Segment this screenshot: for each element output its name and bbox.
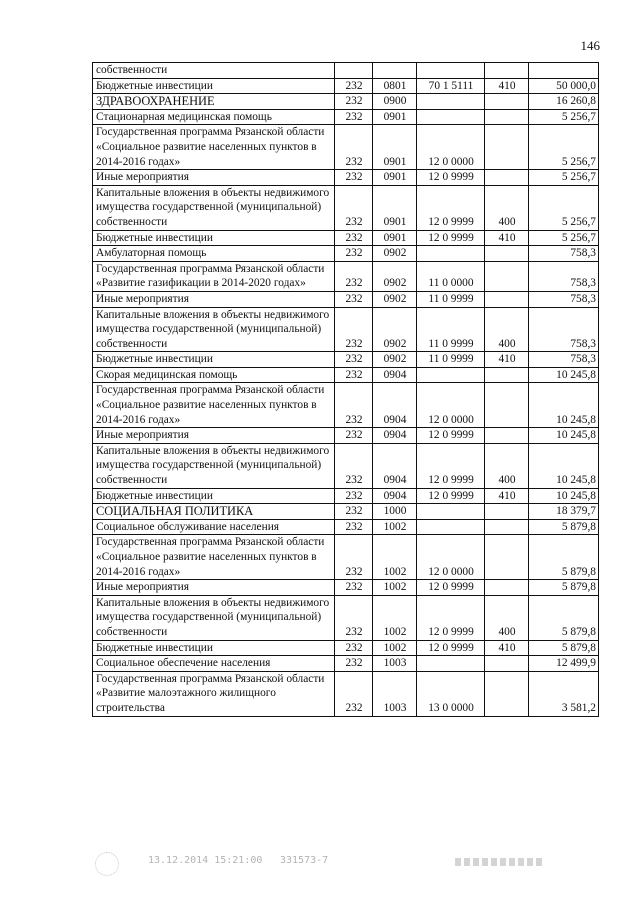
row-amount: 758,3 — [529, 307, 599, 352]
row-name: Бюджетные инвестиции — [93, 352, 335, 368]
row-expense-type: 410 — [485, 78, 529, 94]
table-row — [93, 291, 599, 307]
table-row — [93, 307, 599, 352]
row-expense-type — [485, 170, 529, 186]
row-name: Стационарная медицинская помощь — [93, 109, 335, 125]
row-ved-code: 232 — [335, 383, 373, 428]
row-name: Государственная программа Рязанской области «Развитие газификации в 2014-2020 годах» — [93, 261, 335, 291]
row-amount: 5 256,7 — [529, 185, 599, 230]
row-name: СОЦИАЛЬНАЯ ПОЛИТИКА — [93, 504, 335, 520]
row-target-code: 11 0 9999 — [417, 307, 485, 352]
row-ved-code: 232 — [335, 185, 373, 230]
row-amount: 10 245,8 — [529, 367, 599, 383]
row-section-code: 0904 — [373, 443, 417, 488]
row-target-code: 12 0 9999 — [417, 443, 485, 488]
row-expense-type — [485, 367, 529, 383]
row-target-code: 11 0 0000 — [417, 261, 485, 291]
table-row — [93, 595, 599, 640]
row-expense-type — [485, 504, 529, 520]
row-ved-code: 232 — [335, 246, 373, 262]
row-section-code: 0901 — [373, 109, 417, 125]
row-amount: 5 879,8 — [529, 595, 599, 640]
row-section-code: 0801 — [373, 78, 417, 94]
row-target-code: 12 0 9999 — [417, 428, 485, 444]
table-row — [93, 185, 599, 230]
row-target-code — [417, 519, 485, 535]
row-target-code: 12 0 0000 — [417, 383, 485, 428]
row-ved-code: 232 — [335, 580, 373, 596]
row-section-code: 0901 — [373, 125, 417, 170]
table-row — [93, 109, 599, 125]
footer-illegible-mark — [455, 858, 545, 866]
footer-date: 13.12.2014 15:21:00 — [148, 855, 263, 866]
row-target-code — [417, 63, 485, 79]
row-target-code: 13 0 0000 — [417, 671, 485, 716]
row-ved-code: 232 — [335, 94, 373, 110]
row-target-code: 12 0 0000 — [417, 535, 485, 580]
row-ved-code: 232 — [335, 230, 373, 246]
table-row — [93, 125, 599, 170]
row-name: Амбулаторная помощь — [93, 246, 335, 262]
table-row — [93, 656, 599, 672]
table-row — [93, 170, 599, 186]
budget-table-body — [93, 63, 599, 717]
row-section-code: 1003 — [373, 671, 417, 716]
row-target-code — [417, 109, 485, 125]
row-amount: 5 879,8 — [529, 535, 599, 580]
row-target-code — [417, 246, 485, 262]
row-expense-type — [485, 125, 529, 170]
row-ved-code: 232 — [335, 519, 373, 535]
row-expense-type — [485, 428, 529, 444]
table-row — [93, 78, 599, 94]
row-ved-code: 232 — [335, 488, 373, 504]
row-expense-type — [485, 535, 529, 580]
table-row — [93, 535, 599, 580]
row-section-code: 0901 — [373, 230, 417, 246]
row-section-code: 1002 — [373, 580, 417, 596]
page-number: 146 — [580, 38, 600, 53]
row-name: собственности — [93, 63, 335, 79]
row-name: Социальное обслуживание населения — [93, 519, 335, 535]
row-amount: 3 581,2 — [529, 671, 599, 716]
table-row — [93, 443, 599, 488]
table-row — [93, 383, 599, 428]
row-expense-type — [485, 291, 529, 307]
table-row — [93, 230, 599, 246]
table-row — [93, 63, 599, 79]
row-expense-type — [485, 656, 529, 672]
row-target-code — [417, 367, 485, 383]
table-row — [93, 640, 599, 656]
row-section-code: 0902 — [373, 307, 417, 352]
row-target-code: 12 0 9999 — [417, 185, 485, 230]
row-target-code: 12 0 9999 — [417, 170, 485, 186]
row-expense-type — [485, 383, 529, 428]
row-amount: 758,3 — [529, 261, 599, 291]
row-ved-code: 232 — [335, 78, 373, 94]
row-expense-type — [485, 580, 529, 596]
row-expense-type — [485, 109, 529, 125]
row-ved-code — [335, 63, 373, 79]
row-ved-code: 232 — [335, 640, 373, 656]
row-section-code: 0902 — [373, 291, 417, 307]
row-target-code: 70 1 5111 — [417, 78, 485, 94]
row-amount: 5 879,8 — [529, 640, 599, 656]
row-name: Иные мероприятия — [93, 580, 335, 596]
row-amount: 50 000,0 — [529, 78, 599, 94]
row-section-code: 1002 — [373, 640, 417, 656]
row-section-code: 0904 — [373, 488, 417, 504]
row-name: Бюджетные инвестиции — [93, 488, 335, 504]
row-amount: 758,3 — [529, 352, 599, 368]
table-row — [93, 428, 599, 444]
row-target-code: 12 0 9999 — [417, 230, 485, 246]
row-section-code: 1002 — [373, 519, 417, 535]
row-section-code — [373, 63, 417, 79]
row-name: Бюджетные инвестиции — [93, 640, 335, 656]
row-section-code: 0902 — [373, 261, 417, 291]
row-ved-code: 232 — [335, 595, 373, 640]
row-target-code: 12 0 0000 — [417, 125, 485, 170]
row-amount: 10 245,8 — [529, 428, 599, 444]
row-target-code — [417, 504, 485, 520]
row-name: Иные мероприятия — [93, 428, 335, 444]
table-row — [93, 504, 599, 520]
row-name: Иные мероприятия — [93, 291, 335, 307]
row-ved-code: 232 — [335, 428, 373, 444]
row-name: Капитальные вложения в объекты недвижимого имущества государственной (муниципальной) собственности — [93, 185, 335, 230]
row-section-code: 0902 — [373, 246, 417, 262]
row-ved-code: 232 — [335, 671, 373, 716]
table-row — [93, 352, 599, 368]
row-ved-code: 232 — [335, 352, 373, 368]
row-amount: 12 499,9 — [529, 656, 599, 672]
row-name: Капитальные вложения в объекты недвижимого имущества государственной (муниципальной) собственности — [93, 443, 335, 488]
budget-table — [92, 62, 599, 717]
row-expense-type — [485, 94, 529, 110]
row-amount: 10 245,8 — [529, 443, 599, 488]
row-name: Государственная программа Рязанской области «Социальное развитие населенных пунктов в 2014-2016 годах» — [93, 125, 335, 170]
row-ved-code: 232 — [335, 535, 373, 580]
row-section-code: 0904 — [373, 428, 417, 444]
row-expense-type: 400 — [485, 595, 529, 640]
row-expense-type: 400 — [485, 307, 529, 352]
row-ved-code: 232 — [335, 109, 373, 125]
row-section-code: 0902 — [373, 352, 417, 368]
row-name: Скорая медицинская помощь — [93, 367, 335, 383]
row-section-code: 0901 — [373, 185, 417, 230]
footer-doc-id: 331573-7 — [280, 855, 329, 866]
row-amount: 758,3 — [529, 246, 599, 262]
row-expense-type: 410 — [485, 488, 529, 504]
table-row — [93, 671, 599, 716]
row-expense-type: 400 — [485, 185, 529, 230]
row-amount: 18 379,7 — [529, 504, 599, 520]
row-ved-code: 232 — [335, 125, 373, 170]
row-target-code: 12 0 9999 — [417, 640, 485, 656]
row-target-code: 12 0 9999 — [417, 488, 485, 504]
row-expense-type — [485, 261, 529, 291]
row-ved-code: 232 — [335, 504, 373, 520]
row-expense-type: 410 — [485, 352, 529, 368]
stamp-icon — [95, 852, 119, 876]
row-expense-type — [485, 671, 529, 716]
row-amount: 5 256,7 — [529, 170, 599, 186]
row-amount: 16 260,8 — [529, 94, 599, 110]
row-expense-type: 400 — [485, 443, 529, 488]
table-row — [93, 94, 599, 110]
row-name: Государственная программа Рязанской области «Развитие малоэтажного жилищного строительства — [93, 671, 335, 716]
table-row — [93, 519, 599, 535]
row-target-code: 11 0 9999 — [417, 352, 485, 368]
row-ved-code: 232 — [335, 307, 373, 352]
row-section-code: 0904 — [373, 383, 417, 428]
row-ved-code: 232 — [335, 291, 373, 307]
row-amount — [529, 63, 599, 79]
row-target-code — [417, 94, 485, 110]
row-name: Капитальные вложения в объекты недвижимого имущества государственной (муниципальной) собственности — [93, 595, 335, 640]
row-section-code: 0904 — [373, 367, 417, 383]
row-amount: 5 256,7 — [529, 109, 599, 125]
row-expense-type — [485, 519, 529, 535]
row-target-code — [417, 656, 485, 672]
row-name: Иные мероприятия — [93, 170, 335, 186]
row-section-code: 1000 — [373, 504, 417, 520]
row-ved-code: 232 — [335, 656, 373, 672]
row-section-code: 1003 — [373, 656, 417, 672]
row-target-code: 12 0 9999 — [417, 580, 485, 596]
row-amount: 5 256,7 — [529, 125, 599, 170]
row-amount: 5 256,7 — [529, 230, 599, 246]
row-amount: 758,3 — [529, 291, 599, 307]
row-section-code: 0901 — [373, 170, 417, 186]
row-amount: 10 245,8 — [529, 488, 599, 504]
row-amount: 10 245,8 — [529, 383, 599, 428]
row-section-code: 0900 — [373, 94, 417, 110]
row-amount: 5 879,8 — [529, 580, 599, 596]
table-row — [93, 261, 599, 291]
table-row — [93, 246, 599, 262]
row-amount: 5 879,8 — [529, 519, 599, 535]
row-section-code: 1002 — [373, 535, 417, 580]
row-name: Государственная программа Рязанской области «Социальное развитие населенных пунктов в 2014-2016 годах» — [93, 535, 335, 580]
row-name: ЗДРАВООХРАНЕНИЕ — [93, 94, 335, 110]
row-ved-code: 232 — [335, 261, 373, 291]
row-ved-code: 232 — [335, 443, 373, 488]
table-row — [93, 367, 599, 383]
row-name: Капитальные вложения в объекты недвижимого имущества государственной (муниципальной) собственности — [93, 307, 335, 352]
row-expense-type: 410 — [485, 230, 529, 246]
row-name: Социальное обеспечение населения — [93, 656, 335, 672]
row-target-code: 12 0 9999 — [417, 595, 485, 640]
row-name: Бюджетные инвестиции — [93, 78, 335, 94]
row-ved-code: 232 — [335, 367, 373, 383]
row-name: Бюджетные инвестиции — [93, 230, 335, 246]
row-expense-type — [485, 246, 529, 262]
row-section-code: 1002 — [373, 595, 417, 640]
row-target-code: 11 0 9999 — [417, 291, 485, 307]
row-expense-type: 410 — [485, 640, 529, 656]
row-expense-type — [485, 63, 529, 79]
table-row — [93, 580, 599, 596]
table-row — [93, 488, 599, 504]
row-ved-code: 232 — [335, 170, 373, 186]
row-name: Государственная программа Рязанской области «Социальное развитие населенных пунктов в 2014-2016 годах» — [93, 383, 335, 428]
